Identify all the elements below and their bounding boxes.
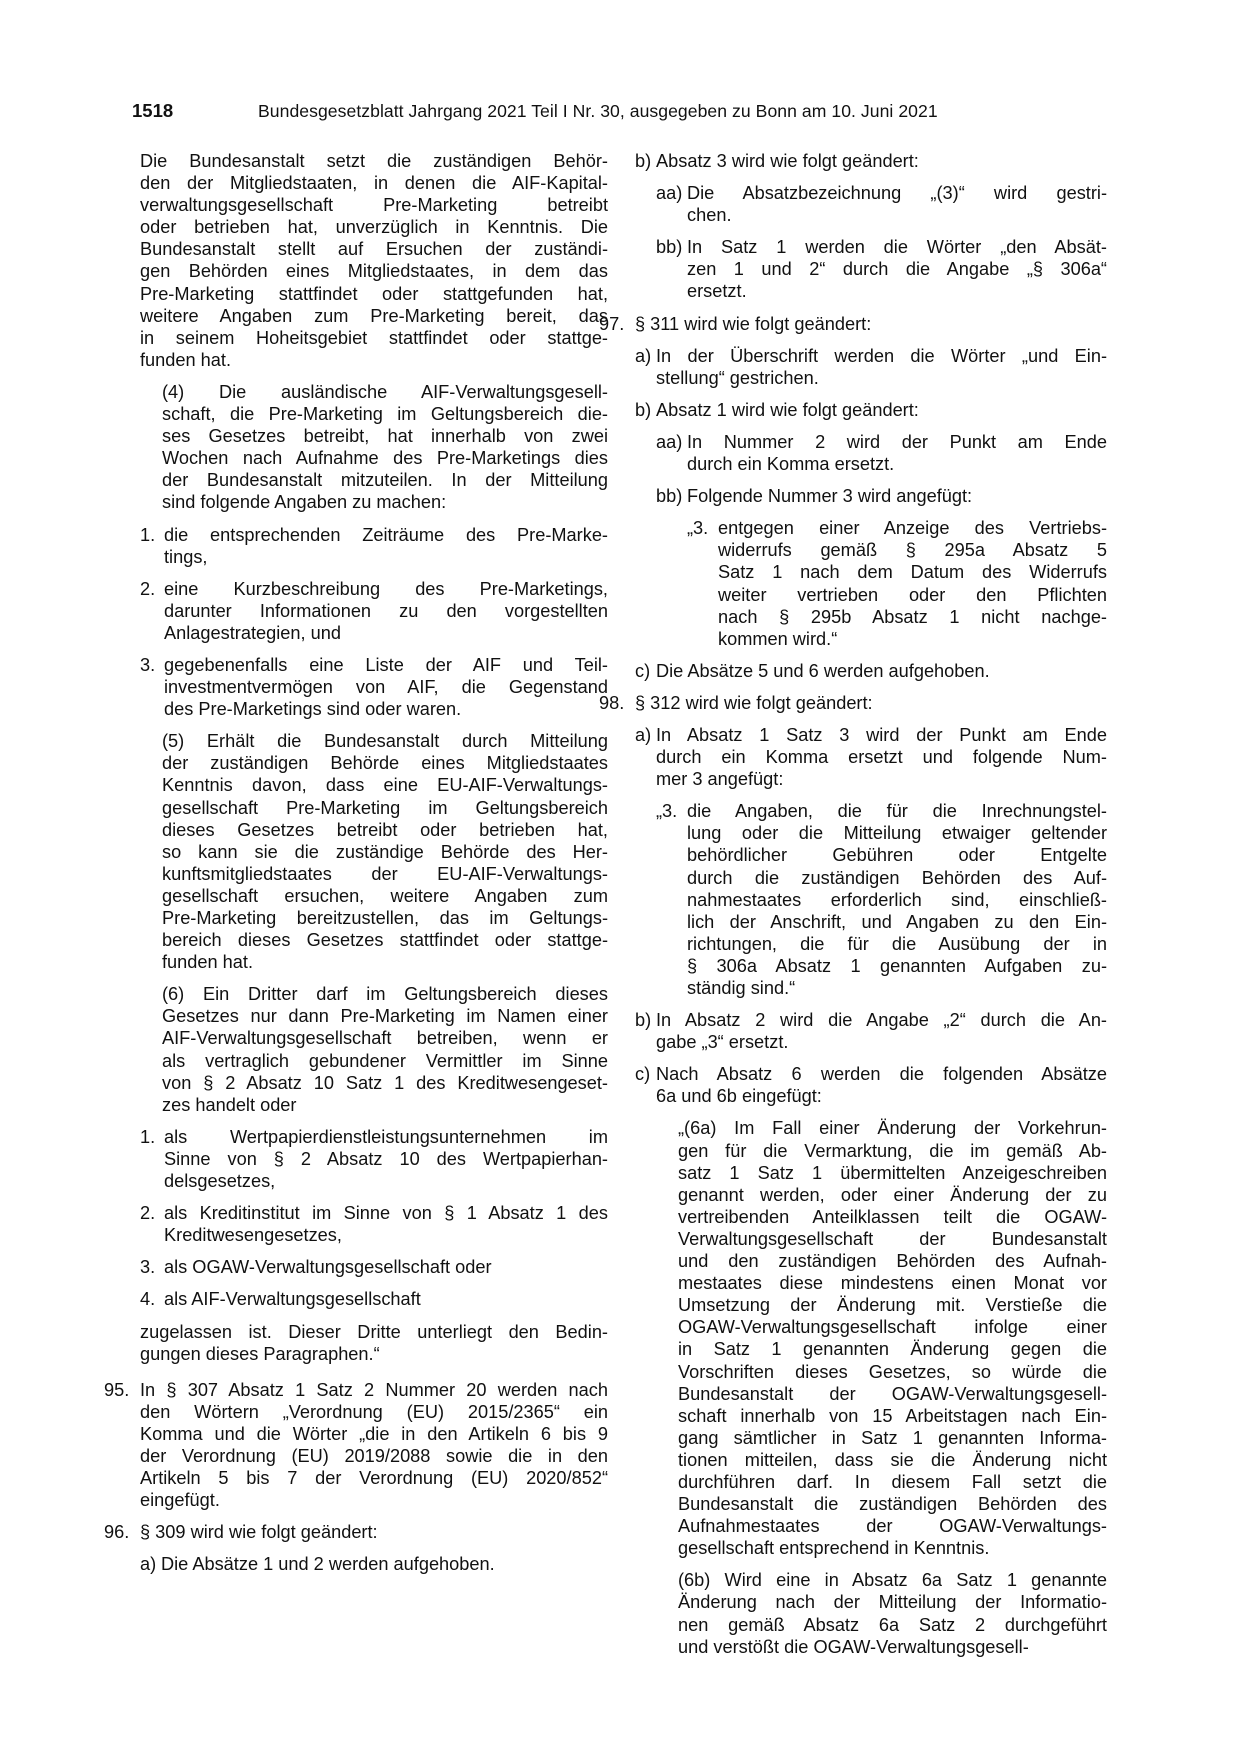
- text-line: Artikeln 5 bis 7 der Verordnung (EU) 2020/852“: [140, 1468, 608, 1489]
- quoted-number-3-98: [656, 800, 1107, 999]
- text-line: Die Bundesanstalt setzt die zuständigen Behör-: [140, 151, 608, 171]
- text-line: richtungen, die für die Ausübung der in: [687, 933, 1107, 954]
- text-line: zen 1 und 2“ durch die Angabe „§ 306a“: [687, 259, 1107, 280]
- item-label: aa): [656, 183, 683, 204]
- paragraph-4: [140, 381, 608, 514]
- text-line: Die Absätze 1 und 2 werden aufgehoben.: [161, 1554, 495, 1575]
- text-line: und den zuständigen Behörden des Aufnah-: [678, 1251, 1107, 1272]
- amendment-item-98b: [635, 1009, 1107, 1053]
- item-text: [687, 431, 1107, 475]
- item-text: [656, 345, 1107, 389]
- item-text: [687, 800, 1107, 999]
- paragraph-6b: [656, 1569, 1107, 1657]
- text-line: In § 307 Absatz 1 Satz 2 Nummer 20 werden nach: [140, 1379, 608, 1400]
- item-label: „3.: [687, 518, 709, 539]
- item-text: [164, 1288, 608, 1310]
- item-text: [164, 578, 608, 644]
- paragraph-6-list: [140, 1126, 608, 1311]
- text-line: § 306a Absatz 1 genannten Aufgaben zu-: [687, 955, 1107, 976]
- text-line: mer 3 angefügt:: [656, 769, 784, 790]
- list-item: [140, 578, 608, 644]
- list-item: [140, 524, 608, 568]
- text-line: chen.: [687, 205, 732, 226]
- item-text: [656, 660, 1107, 682]
- text-line: Absatz 1 wird wie folgt geändert:: [656, 399, 919, 420]
- item-label: a): [140, 1554, 157, 1575]
- text-line: als Wertpapierdienstleistungsunternehmen im: [164, 1126, 608, 1147]
- text-line: die Angaben, die für die Inrechnungstel-: [687, 801, 1107, 822]
- text-line: Verwaltungsgesellschaft der Bundesanstalt: [678, 1228, 1107, 1249]
- left-column: [104, 150, 608, 1585]
- text-line: Änderung nach der Mitteilung der Informatio-: [678, 1592, 1107, 1613]
- list-item: [140, 1202, 608, 1246]
- text-line: des Pre-Marketings sind oder waren.: [164, 699, 462, 720]
- text-line: Wochen nach Aufnahme des Pre-Marketings dies: [162, 448, 608, 469]
- text-line: § 309 wird wie folgt geändert:: [140, 1522, 378, 1543]
- text-line: den der Mitgliedstaaten, in denen die AIF-Kapital-: [140, 173, 608, 194]
- text-line: als Kreditinstitut im Sinne von § 1 Absatz 1 des: [164, 1203, 608, 1224]
- text-line: durch ein Komma ersetzt und folgende Num-: [656, 747, 1107, 768]
- text-line: (4) Die ausländische AIF-Verwaltungsgesell-: [162, 381, 608, 402]
- text-line: delsgesetzes,: [164, 1171, 276, 1192]
- list-item: [140, 1126, 608, 1192]
- paragraph-6: [140, 983, 608, 1116]
- text-line: entgegen einer Anzeige des Vertriebs-: [718, 518, 1107, 539]
- text-line: gen Behörden eines Mitgliedstaates, in dem das: [140, 261, 608, 282]
- text-line: Satz 1 nach dem Datum des Widerrufs: [718, 562, 1107, 583]
- text-line: lich der Anschrift, und Angaben zu den Ein-: [687, 911, 1107, 932]
- text-line: Absatz 3 wird wie folgt geändert:: [656, 151, 919, 171]
- text-line: als OGAW-Verwaltungsgesellschaft oder: [164, 1257, 492, 1278]
- amendment-item-97b-bb: [656, 485, 1107, 507]
- text-line: gesellschaft Pre-Marketing im Geltungsbereich: [162, 797, 608, 818]
- text-line: gegebenenfalls eine Liste der AIF und Teil-: [164, 654, 608, 675]
- text-line: gabe „3“ ersetzt.: [656, 1032, 789, 1053]
- text-line: Nach Absatz 6 werden die folgenden Absätze: [656, 1064, 1107, 1085]
- paragraph-6a: [656, 1117, 1107, 1559]
- text-line: den Wörtern „Verordnung (EU) 2015/2365“ ein: [140, 1401, 608, 1422]
- text-line: tings,: [164, 546, 208, 567]
- amendment-item-96b-bb: [656, 236, 1107, 302]
- text-line: kunftsmitgliedstaates der EU-AIF-Verwaltungs-: [162, 863, 608, 884]
- text-line: nahmestaates erforderlich sind, einschließ-: [687, 889, 1107, 910]
- item-label: 96.: [104, 1522, 130, 1543]
- amendment-item-96a: [140, 1553, 608, 1575]
- text-line: Kenntnis davon, dass eine EU-AIF-Verwaltungs-: [162, 775, 608, 796]
- text-line: Bundesanstalt der OGAW-Verwaltungsgesell-: [678, 1383, 1107, 1404]
- text-line: (5) Erhält die Bundesanstalt durch Mitteilung: [162, 731, 608, 752]
- amendment-item-96b: [635, 150, 1107, 172]
- item-label: aa): [656, 431, 683, 452]
- item-label: „3.: [656, 801, 678, 822]
- text-line: „(6a) Im Fall einer Änderung der Vorkehrun-: [678, 1118, 1107, 1139]
- text-line: 6a und 6b eingefügt:: [656, 1086, 822, 1107]
- text-line: investmentvermögen von AIF, die Gegenstand: [164, 677, 608, 698]
- text-line: funden hat.: [162, 952, 254, 973]
- text-line: In Absatz 1 Satz 3 wird der Punkt am Ende: [656, 724, 1107, 745]
- item-text: [164, 1126, 608, 1192]
- amendment-item-95: [104, 1379, 608, 1512]
- text-line: bereich dieses Gesetzes stattfindet oder stattge-: [162, 930, 608, 951]
- amendment-item-97b-aa: [656, 431, 1107, 475]
- text-line: gang sämtlicher in Satz 1 genannten Informa-: [678, 1427, 1107, 1448]
- text-line: Umsetzung der Änderung mit. Verstieße die: [678, 1295, 1107, 1316]
- text-line: In Absatz 2 wird die Angabe „2“ durch die An-: [656, 1010, 1107, 1031]
- text-line: gen für die Vermarktung, die im gemäß Ab-: [678, 1140, 1107, 1161]
- amendment-item-97: [599, 313, 1107, 335]
- text-line: In Nummer 2 wird der Punkt am Ende: [687, 431, 1107, 452]
- text-line: der Bundesanstalt mitzuteilen. In der Mitteilung: [162, 470, 608, 491]
- list-item: [140, 1256, 608, 1278]
- text-line: Die Absatzbezeichnung „(3)“ wird gestri-: [687, 183, 1107, 204]
- text-line: der zuständigen Behörde eines Mitgliedstaates: [162, 753, 608, 774]
- paragraph-6-tail: [140, 1321, 608, 1365]
- text-line: der Verordnung (EU) 2019/2088 sowie die in den: [140, 1445, 608, 1466]
- amendment-item-97a: [635, 345, 1107, 389]
- text-line: als AIF-Verwaltungsgesellschaft: [164, 1289, 421, 1310]
- text-line: oder betrieben hat, unverzüglich in Kenntnis. Die: [140, 217, 608, 238]
- text-line: mestaates diese mindestens einen Monat vor: [678, 1273, 1107, 1294]
- text-line: tionen mitteilen, dass sie die Änderung nicht: [678, 1449, 1107, 1470]
- amendment-item-96: [104, 1521, 608, 1543]
- item-label: a): [635, 345, 652, 366]
- item-label: 95.: [104, 1379, 130, 1400]
- item-label: 2.: [140, 578, 156, 599]
- item-label: c): [635, 660, 651, 681]
- text-line: gesellschaft ersuchen, weitere Angaben zum: [162, 885, 608, 906]
- text-line: Kreditwesengesetzes,: [164, 1225, 342, 1246]
- text-line: AIF-Verwaltungsgesellschaft betreiben, wenn er: [162, 1028, 608, 1049]
- text-line: Komma und die Wörter „die in den Artikeln 6 bis 9: [140, 1423, 608, 1444]
- text-line: nen gemäß Absatz 6a Satz 2 durchgeführt: [678, 1614, 1107, 1635]
- text-line: stellung“ gestrichen.: [656, 367, 819, 388]
- amendment-item-98: [599, 692, 1107, 714]
- item-text: [140, 1379, 608, 1512]
- text-line: durch die zuständigen Behörden des Auf-: [687, 867, 1107, 888]
- text-line: zes handelt oder: [162, 1094, 297, 1115]
- item-label: b): [635, 1010, 652, 1031]
- text-line: in Satz 1 genannten Änderung gegen die: [678, 1339, 1107, 1360]
- text-line: zugelassen ist. Dieser Dritte unterliegt den Bedin-: [140, 1321, 608, 1342]
- text-line: kommen wird.“: [718, 628, 838, 649]
- text-line: Bundesanstalt die zuständigen Behörden des: [678, 1494, 1107, 1515]
- text-line: widerrufs gemäß § 295a Absatz 5: [718, 540, 1107, 561]
- item-text: [656, 724, 1107, 790]
- text-line: Pre-Marketing bereitzustellen, das im Geltungs-: [162, 908, 608, 928]
- gazette-title: Bundesgesetzblatt Jahrgang 2021 Teil I Nr. 30, ausgegeben zu Bonn am 10. Juni 2021: [258, 101, 938, 121]
- list-item: [140, 1288, 608, 1310]
- item-text: [635, 313, 1107, 335]
- text-line: § 312 wird wie folgt geändert:: [635, 692, 873, 713]
- text-line: Sinne von § 2 Absatz 10 des Wertpapierhan-: [164, 1148, 608, 1169]
- item-label: 1.: [140, 1126, 156, 1147]
- item-text: [140, 1521, 608, 1543]
- text-line: dieses Gesetzes betreibt oder betrieben hat,: [162, 819, 608, 840]
- text-line: Anlagestrategien, und: [164, 622, 341, 643]
- text-line: (6b) Wird eine in Absatz 6a Satz 1 genannte: [678, 1570, 1107, 1591]
- item-label: 2.: [140, 1203, 156, 1224]
- text-line: schaft, die Pre-Marketing im Geltungsbereich die-: [162, 404, 608, 425]
- item-label: bb): [656, 486, 683, 507]
- text-line: satz 1 Satz 1 übermittelten Anzeigeschreiben: [678, 1162, 1107, 1183]
- text-line: (6) Ein Dritter darf im Geltungsbereich dieses: [162, 984, 608, 1005]
- text-line: genannt werden, oder einer Änderung der zu: [678, 1184, 1107, 1205]
- item-text: [164, 1256, 608, 1278]
- text-line: ständig sind.“: [687, 978, 796, 998]
- item-text: [164, 524, 608, 568]
- amendment-item-98a: [635, 724, 1107, 790]
- text-line: durchführen darf. In diesem Fall setzt die: [678, 1471, 1107, 1492]
- item-text: [687, 236, 1107, 302]
- item-label: b): [635, 151, 652, 171]
- amendment-item-96b-aa: [656, 182, 1107, 226]
- text-line: weiter vertrieben oder den Pflichten: [718, 584, 1107, 605]
- text-line: und verstößt die OGAW-Verwaltungsgesell-: [678, 1636, 1029, 1657]
- page-header: [132, 100, 992, 124]
- quoted-number-3-97: [687, 517, 1107, 650]
- page-number: 1518: [132, 100, 174, 121]
- text-line: In der Überschrift werden die Wörter „und Ein-: [656, 345, 1107, 366]
- item-label: 1.: [140, 524, 156, 545]
- text-line: § 311 wird wie folgt geändert:: [635, 313, 872, 334]
- text-line: von § 2 Absatz 10 Satz 1 des Kreditwesengeset-: [162, 1072, 608, 1093]
- right-column: [599, 150, 1107, 1668]
- text-line: Gesetzes nur dann Pre-Marketing im Namen einer: [162, 1006, 608, 1027]
- text-line: eingefügt.: [140, 1490, 220, 1511]
- text-line: Folgende Nummer 3 wird angefügt:: [687, 486, 973, 507]
- text-line: Aufnahmestaates der OGAW-Verwaltungs-: [678, 1516, 1107, 1537]
- item-text: [656, 150, 1107, 172]
- paragraph-4-list: [140, 524, 608, 721]
- text-line: In Satz 1 werden die Wörter „den Absät-: [687, 237, 1107, 258]
- item-text: [656, 1009, 1107, 1053]
- item-text: [164, 654, 608, 720]
- text-line: lung oder die Mitteilung etwaiger geltender: [687, 823, 1107, 844]
- text-line: die entsprechenden Zeiträume des Pre-Marke-: [164, 524, 608, 545]
- item-text: [687, 182, 1107, 226]
- item-label: bb): [656, 237, 683, 258]
- text-line: darunter Informationen zu den vorgestellten: [164, 600, 608, 621]
- text-line: Bundesanstalt stellt auf Ersuchen der zuständi-: [140, 239, 608, 260]
- item-label: 3.: [140, 1257, 156, 1278]
- text-line: verwaltungsgesellschaft Pre-Marketing betreibt: [140, 195, 608, 216]
- text-line: durch ein Komma ersetzt.: [687, 454, 895, 475]
- text-line: ersetzt.: [687, 281, 747, 302]
- item-text: [164, 1202, 608, 1246]
- item-label: c): [635, 1064, 651, 1085]
- item-text: [635, 692, 1107, 714]
- item-text: [656, 1063, 1107, 1107]
- item-label: 4.: [140, 1289, 156, 1310]
- text-line: behördlicher Gebühren oder Entgelte: [687, 845, 1107, 866]
- item-label: 97.: [599, 313, 625, 334]
- item-text: [687, 485, 1107, 507]
- item-text: [161, 1553, 608, 1575]
- amendment-item-97b: [635, 399, 1107, 421]
- text-line: eine Kurzbeschreibung des Pre-Marketings,: [164, 578, 608, 599]
- paragraph-5: [140, 730, 608, 973]
- text-line: nach § 295b Absatz 1 nicht nachge-: [718, 606, 1107, 627]
- text-line: Vorschriften dieses Gesetzes, so würde die: [678, 1361, 1107, 1382]
- item-label: a): [635, 724, 652, 745]
- text-line: gesellschaft entsprechend in Kenntnis.: [678, 1538, 990, 1559]
- text-line: sind folgende Angaben zu machen:: [162, 492, 447, 513]
- item-text: [656, 399, 1107, 421]
- list-item: [140, 654, 608, 720]
- amendment-item-97c: [635, 660, 1107, 682]
- text-line: ses Gesetzes betreibt, hat innerhalb von zwei: [162, 426, 608, 447]
- text-line: OGAW-Verwaltungsgesellschaft infolge einer: [678, 1317, 1107, 1338]
- text-line: vertreibenden Anteilklassen teilt die OGAW-: [678, 1206, 1107, 1227]
- text-line: so kann sie die zuständige Behörde des Her-: [162, 841, 608, 862]
- text-line: weitere Angaben zum Pre-Marketing bereit, das: [140, 305, 608, 326]
- text-line: Die Absätze 5 und 6 werden aufgehoben.: [656, 660, 990, 681]
- item-label: 3.: [140, 654, 156, 675]
- item-label: 98.: [599, 692, 625, 713]
- text-line: als vertraglich gebundener Vermittler im Sinne: [162, 1050, 608, 1071]
- text-line: schaft innerhalb von 15 Arbeitstagen nach Ein-: [678, 1405, 1107, 1426]
- text-line: Pre-Marketing stattfindet oder stattgefunden hat,: [140, 283, 608, 304]
- paragraph-intro: [140, 150, 608, 371]
- text-line: funden hat.: [140, 349, 232, 370]
- text-line: in seinem Hoheitsgebiet stattfindet oder stattge-: [140, 327, 608, 348]
- item-label: b): [635, 399, 652, 420]
- text-line: gungen dieses Paragraphen.“: [140, 1343, 380, 1364]
- amendment-item-98c: [635, 1063, 1107, 1107]
- item-text: [718, 517, 1107, 650]
